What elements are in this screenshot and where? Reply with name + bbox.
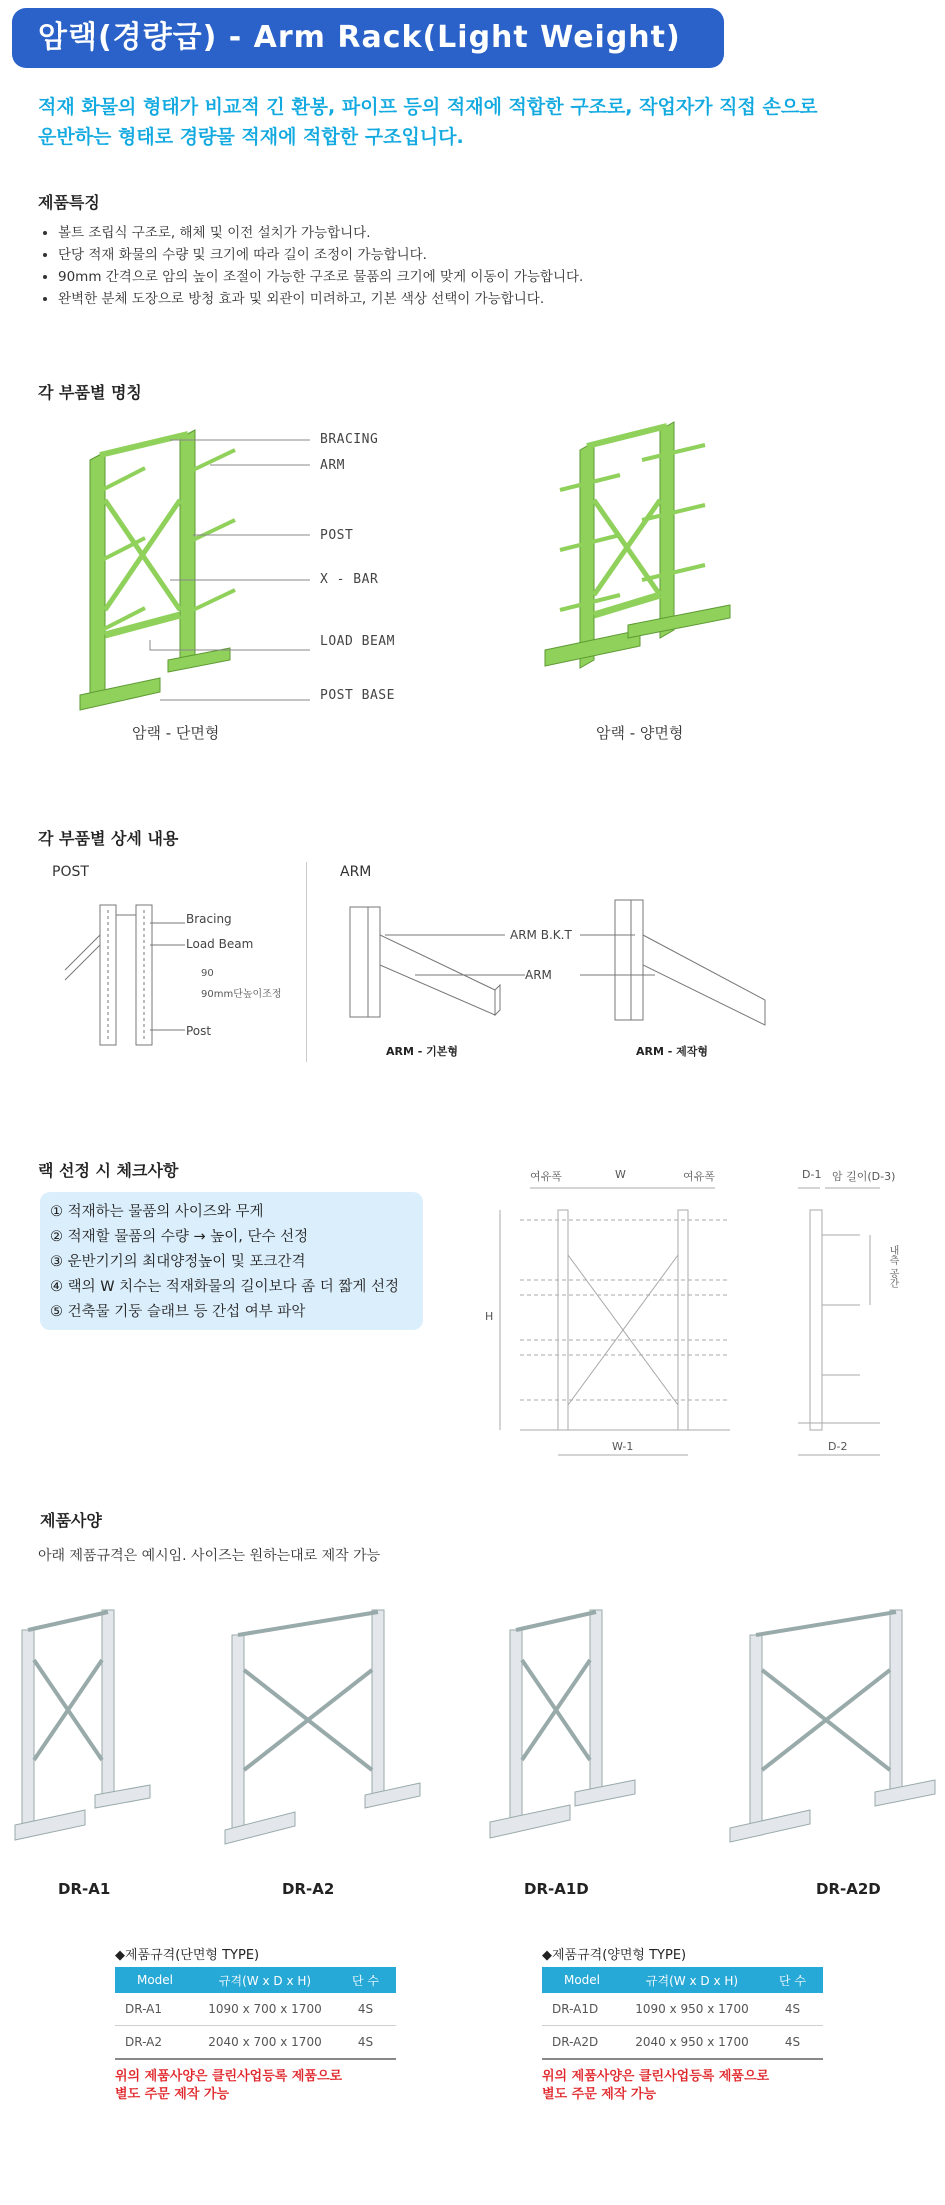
dim-w: W (615, 1168, 626, 1181)
spec-note: 아래 제품규격은 예시임. 사이즈는 원하는대로 제작 가능 (38, 1548, 381, 1564)
double-arm-rack-illustration (530, 420, 750, 690)
parts-heading: 각 부품별 명칭 (38, 383, 142, 402)
caption-arm-custom: ARM - 제작형 (636, 1045, 709, 1058)
dim-load-space: 내측 공간 (887, 1245, 898, 1289)
warning-line-1: 위의 제품사양은 클린사업등록 제품으로 (115, 2069, 343, 2084)
warning-line-2: 별도 주문 제작 가능 (115, 2087, 230, 2102)
warning-line-2: 별도 주문 제작 가능 (542, 2087, 657, 2102)
feature-item: • 볼트 조립식 구조로, 해체 및 이전 설치가 가능합니다. (58, 222, 918, 244)
model-label: DR-A2 (282, 1880, 335, 1898)
table-header: Model (542, 1967, 622, 1993)
table-cell: DR-A1D (542, 1993, 622, 2026)
intro-line-2: 운반하는 형태로 경량물 적재에 적합한 구조입니다. (38, 126, 464, 148)
dimension-drawing (480, 1165, 900, 1475)
table-cell: 4S (762, 2026, 823, 2060)
label-bracing-detail: Bracing (186, 912, 232, 926)
caption-arm-basic: ARM - 기본형 (386, 1045, 459, 1058)
table-cell: DR-A2 (115, 2026, 195, 2060)
post-title: POST (52, 864, 89, 880)
check-item: ③ 운반기기의 최대양정높이 및 포크간격 (50, 1254, 306, 1270)
label-arm-detail: ARM (525, 968, 552, 982)
table-cell: 2040 x 700 x 1700 (195, 2026, 335, 2060)
single-spec-title: ◆제품규격(단면형 TYPE) (115, 1948, 260, 1963)
dim-margin-left: 여유폭 (530, 1170, 562, 1183)
single-spec-table (115, 1967, 396, 2060)
label-post-detail: Post (186, 1024, 212, 1038)
intro-line-1: 적재 화물의 형태가 비교적 긴 환봉, 파이프 등의 적재에 적합한 구조로, 작업자가 직접 손으로 (38, 96, 818, 118)
label-load-beam-detail: Load Beam (186, 937, 254, 951)
selection-checklist (40, 1192, 423, 1330)
table-row (542, 1993, 823, 2026)
table-cell: 4S (335, 2026, 396, 2060)
check-item: ⑤ 건축물 기둥 슬래브 등 간섭 여부 파악 (50, 1304, 306, 1320)
selection-heading: 랙 선정 시 체크사항 (38, 1161, 179, 1180)
table-row (115, 2026, 396, 2060)
intro-text (38, 92, 918, 152)
table-header: Model (115, 1967, 195, 1993)
product-model-illustrations (10, 1600, 940, 1860)
caption-double-rack: 암랙 - 양면형 (596, 724, 684, 742)
feature-item: • 90mm 간격으로 암의 높이 조절이 가능한 구조로 물품의 크기에 맞게 이동이 가능합니다. (58, 266, 918, 288)
label-arm: ARM (320, 458, 345, 473)
spec-heading: 제품사양 (40, 1511, 102, 1530)
dim-arm-length: 암 길이(D-3) (832, 1170, 896, 1183)
double-spec-warning (542, 2068, 769, 2104)
check-item: ② 적재할 물품의 수량 → 높이, 단수 선정 (50, 1229, 309, 1245)
section-divider (306, 862, 307, 1062)
table-cell: DR-A2D (542, 2026, 622, 2060)
arm-detail-illustration (345, 895, 785, 1055)
dim-w1: W-1 (612, 1440, 634, 1453)
page-title: 암랙(경량급) - Arm Rack(Light Weight) (12, 8, 724, 68)
table-cell: 1090 x 950 x 1700 (622, 1993, 762, 2026)
caption-single-rack: 암랙 - 단면형 (132, 724, 220, 742)
check-item: ① 적재하는 물품의 사이즈와 무게 (50, 1204, 264, 1220)
label-post: POST (320, 528, 354, 543)
dim-d1: D-1 (802, 1168, 822, 1181)
dim-h: H (485, 1310, 494, 1323)
feature-item: • 단당 적재 화물의 수량 및 크기에 따라 길이 조정이 가능합니다. (58, 244, 918, 266)
label-pitch: 90 (201, 968, 214, 979)
label-post-base: POST BASE (320, 688, 395, 703)
table-header: 단 수 (335, 1967, 396, 1993)
features-list (40, 222, 918, 310)
single-spec-warning (115, 2068, 342, 2104)
model-label: DR-A1 (58, 1880, 111, 1898)
table-cell: DR-A1 (115, 1993, 195, 2026)
model-label: DR-A2D (816, 1880, 881, 1898)
label-load-beam: LOAD BEAM (320, 634, 395, 649)
table-cell: 1090 x 700 x 1700 (195, 1993, 335, 2026)
post-detail-illustration (60, 895, 190, 1055)
table-cell: 2040 x 950 x 1700 (622, 2026, 762, 2060)
detail-heading: 각 부품별 상세 내용 (38, 829, 179, 848)
table-cell: 4S (762, 1993, 823, 2026)
table-header: 단 수 (762, 1967, 823, 1993)
label-x-bar: X - BAR (320, 572, 379, 587)
arm-title: ARM (340, 864, 372, 880)
feature-item: • 완벽한 분체 도장으로 방청 효과 및 외관이 미려하고, 기본 색상 선택이 가능합니다. (58, 288, 918, 310)
label-arm-bkt: ARM B.K.T (510, 928, 572, 942)
warning-line-1: 위의 제품사양은 클린사업등록 제품으로 (542, 2069, 770, 2084)
dim-margin-right: 여유폭 (683, 1170, 715, 1183)
table-cell: 4S (335, 1993, 396, 2026)
table-row (542, 2026, 823, 2060)
table-header: 규격(W x D x H) (622, 1967, 762, 1993)
check-item: ④ 랙의 W 치수는 적재화물의 길이보다 좀 더 짧게 선정 (50, 1279, 399, 1295)
single-arm-rack-illustration (60, 420, 410, 720)
features-heading: 제품특징 (38, 193, 100, 212)
label-pitch-note: 90mm단높이조정 (201, 989, 282, 1000)
dim-d2: D-2 (828, 1440, 848, 1453)
label-bracing: BRACING (320, 432, 379, 447)
double-spec-table (542, 1967, 823, 2060)
table-header: 규격(W x D x H) (195, 1967, 335, 1993)
table-row (115, 1993, 396, 2026)
double-spec-title: ◆제품규격(양면형 TYPE) (542, 1948, 687, 1963)
model-label: DR-A1D (524, 1880, 589, 1898)
